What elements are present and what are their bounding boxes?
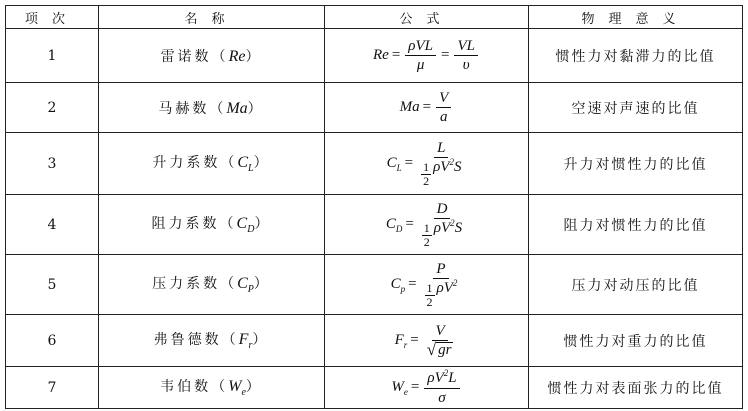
- quantity-name: 韦伯数$(W_e)$: [99, 367, 325, 409]
- table-row: [6, 83, 743, 133]
- row-number: 6: [6, 315, 99, 367]
- physical-meaning: 阻力对惯性力的比值: [529, 195, 743, 255]
- drag-coefficient-formula: C D = D $\frac{1}{2}$ $\rho V^2S$: [385, 200, 463, 249]
- header-meaning: 物理意义: [529, 6, 743, 29]
- row-number: 4: [6, 195, 99, 255]
- formula-cell: [325, 255, 529, 315]
- quantity-name: 弗鲁德数$(F_r)$: [99, 315, 325, 367]
- row-number: 7: [6, 367, 99, 409]
- quantity-symbol: Re: [228, 47, 246, 65]
- square-root-sign: √ gr: [426, 339, 452, 359]
- table-row: [6, 367, 743, 409]
- lift-coefficient-formula: C L = L $\frac{1}{2}$ $\rho V^2S$: [386, 139, 462, 188]
- table-row: [6, 255, 743, 315]
- formula-cell: [325, 315, 529, 367]
- header-row: [6, 6, 743, 29]
- physical-meaning: 压力对动压的比值: [529, 255, 743, 315]
- formula-cell: [325, 133, 529, 195]
- row-number: 1: [6, 29, 99, 83]
- pressure-coefficient-formula: C p = P $\frac{1}{2}$ $\rho V^2$: [390, 260, 458, 309]
- formula-cell: [325, 29, 529, 83]
- quantity-symbol: $C_P$: [237, 275, 254, 296]
- quantity-name: 马赫数（Ma）: [99, 83, 325, 133]
- table-row: [6, 195, 743, 255]
- physical-meaning: 惯性力对重力的比值: [529, 315, 743, 367]
- row-number: 5: [6, 255, 99, 315]
- table-row: [6, 133, 743, 195]
- quantity-name: 阻力系数$(C_D)$: [99, 195, 325, 255]
- reynolds-formula: Re = $\frac{\text{ρVL}}{\mu}$ = $\frac{VL}{\upsilon}$: [373, 38, 480, 73]
- quantity-symbol: $C_D$: [236, 215, 255, 236]
- weber-formula: W e = $\frac{\rho V^2L}{\sigma}$: [391, 370, 461, 406]
- row-number: 3: [6, 133, 99, 195]
- quantity-symbol: Ma: [226, 99, 248, 117]
- table-row: [6, 29, 743, 83]
- physical-meaning: 惯性力对黏滞力的比值: [529, 29, 743, 83]
- dimensionless-numbers-table: [5, 5, 743, 409]
- physical-meaning: 升力对惯性力的比值: [529, 133, 743, 195]
- header-formula: 公式: [325, 6, 529, 29]
- header-item-no: 项次: [6, 6, 99, 29]
- quantity-name: 升力系数$(C_L)$: [99, 133, 325, 195]
- quantity-symbol: $F_r$: [238, 331, 253, 352]
- quantity-name: 压力系数$(C_P)$: [99, 255, 325, 315]
- row-number: 2: [6, 83, 99, 133]
- formula-cell: [325, 367, 529, 409]
- formula-cell: [325, 83, 529, 133]
- table-row: [6, 315, 743, 367]
- header-name: 名称: [99, 6, 325, 29]
- quantity-symbol: $C_L$: [237, 154, 254, 175]
- formula-cell: [325, 195, 529, 255]
- physical-meaning: 空速对声速的比值: [529, 83, 743, 133]
- froude-formula: F r = V √ gr: [394, 322, 452, 359]
- mach-formula: Ma = $\frac{V}{a}$: [400, 90, 454, 125]
- quantity-name: 雷诺数（Re）: [99, 29, 325, 83]
- physical-meaning: 惯性力对表面张力的比值: [529, 367, 743, 409]
- quantity-symbol: $W_e$: [228, 378, 246, 399]
